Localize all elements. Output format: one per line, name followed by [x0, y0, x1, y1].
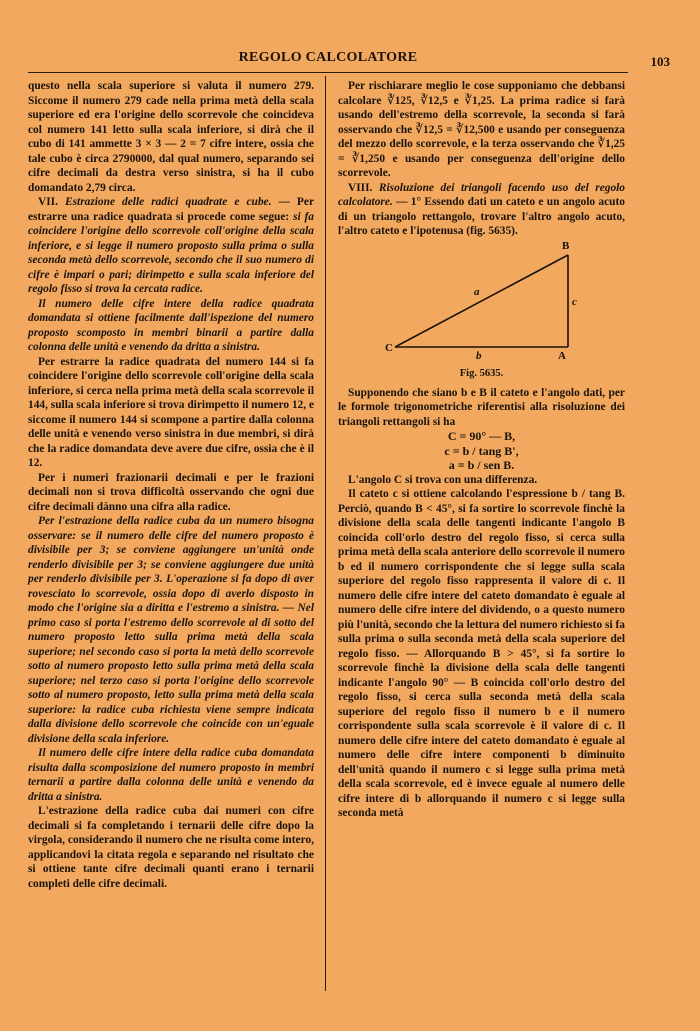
- side-c-label: c: [572, 295, 577, 308]
- hypotenuse-a-line: [395, 255, 568, 347]
- section-viii-number: VIII.: [348, 181, 379, 194]
- formula-angle-c: C = 90° — B,: [447, 429, 516, 443]
- section-vii-rule: si fa coincidere l'origine dello scorrevole coll'origine della scala inferiore, e si legge il numero proposto sulla prima o sulla seconda metà dello scorrevole, secondo che il suo numero di cifre è impari o pari; dirimpetto e sulla scala inferiore del regolo fisso si trova la cercata radice.: [28, 210, 314, 295]
- side-a-label: a: [474, 285, 480, 298]
- section-vii-number: VII.: [38, 196, 65, 208]
- running-title: REGOLO CALCOLATORE: [238, 50, 418, 65]
- right-paragraph-5: Il cateto c si ottiene calcolando l'espressione b / tang B. Perciò, quando B < 45°, si fa sortire lo scorrevole finchè la divisione della scala delle tangenti indicante l'angolo B coincida coll'orlo destro del regolo fisso, si cerca sulla prima metà della scala anteriore dello scorrevole il numero b ed il numero corrispondente che si legge sulla scala superiore del regolo fisso rappresenta il valore di c. Il numero delle cifre intere del cateto domandato è eguale al numero delle cifre intere del dividendo, o a questo numero più l'unità, secondo che la lettura del numero richiesto si fa sulla prima o sulla seconda metà della scala superiore del regolo fisso. — Allorquando B > 45°, si fa sortire lo scorrevole finchè la divisione della scala delle tangenti indicante l'angolo 90° — B coincida coll'orlo destro del regolo fisso, si cerca sulla seconda metà della scala superiore del regolo fisso il numero b e il numero corrispondente sulla scala scorrevole è il valore di c. Il numero delle cifre intere del cateto domandato è eguale al numero delle cifre intere componenti b diminuito dell'unità quando il numero c si legge sulla prima metà della scala scorrevole, ed è invece eguale al numero delle cifre intere di b allorquando il numero c si legge sulla seconda metà: [338, 488, 625, 819]
- figure-caption: Fig. 5635.: [459, 368, 504, 379]
- section-vii-title: Estrazione delle radici quadrate e cube.: [65, 196, 272, 208]
- vertex-b-label: B: [562, 239, 570, 252]
- side-b-label: b: [476, 349, 482, 362]
- column-divider: [325, 76, 326, 991]
- vertex-a-label: A: [558, 349, 566, 362]
- formula-side-a: a = b / sen B.: [448, 458, 515, 472]
- vertex-c-label: C: [385, 341, 393, 354]
- right-column: [338, 79, 625, 821]
- left-paragraph-4: Per estrarre la radice quadrata del numero 144 si fa coincidere l'origine dello scorrevole coll'origine della scala inferiore, si cerca nella prima metà della scala scorrevole il 144, sulla scala inferiore si trova dirimpetto il numero 12, e siccome il numero 144 si scompone a partire dalla colonna delle unità e venendo verso sinistra in due membri, si dirà che la radice domandata deve avere due cifre, ossia che è il 12.: [28, 355, 315, 469]
- page-header: [28, 48, 670, 73]
- right-paragraph-2: [338, 181, 625, 239]
- left-paragraph-7: Il numero delle cifre intere della radice cuba domandata risulta dalla scomposizione del numero proposto in membri ternarii a partire dalla colonna delle unità e venendo da dritta a sinistra.: [28, 747, 314, 803]
- left-paragraph-1: questo nella scala superiore si valuta il numero 279. Siccome il numero 279 cade nella prima metà della scala superiore ed era l'origine dello scorrevole che coincideva col numero 141 letto sulla scala inferiore, si dirà che il cubo di 141 ammette 3 × 3 — 2 = 7 cifre intere, ossia che tale cubo è circa 2790000, dal qual numero, separando sei cifre decimali da destra verso sinistra, si ha il cubo domandato 2,79 circa.: [28, 80, 314, 194]
- left-paragraph-2: [28, 195, 314, 297]
- right-paragraph-4: L'angolo C si trova con una differenza.: [348, 473, 538, 486]
- page-number: 103: [650, 54, 670, 69]
- left-paragraph-6: Per l'estrazione della radice cuba da un numero bisogna osservare: se il numero delle cifre del numero proposto è divisibile per 3; se conviene aggiungere un'unità onde renderlo divisibile per 3; se conviene aggiungere due unità per renderlo divisibile per 3. L'operazione si fa dopo di aver rovesciato lo scorrevole, ossia dopo di averlo disposto in modo che l'origine sia a diritta e l'estremo a sinistra. — Nel primo caso si porta l'estremo dello scorrevole al di sotto del numero proposto letto sulla prima metà della scala superiore; nel secondo caso si porta la metà dello scorrevole sotto al numero proposto letto sulla prima metà della scala superiore; nel terzo caso si porta l'origine dello scorrevole sotto al numero proposto, letto sulla prima metà della scala superiore: la radice cuba richiesta viene sempre indicata dalla divisione dello scorrevole che coincide con un'eguale divisione della scala inferiore.: [28, 515, 314, 745]
- section-viii-intro: — 1° Essendo dati un cateto e un angolo acuto di un triangolo rettangolo, trovare l'altro angolo acuto, l'altro cateto e l'ipotenusa (fig. 5635).: [338, 196, 625, 237]
- section-vii-intro: — Per estrarre una radice quadrata si procede come segue:: [28, 196, 315, 223]
- right-paragraph-3: Supponendo che siano b e B il cateto e l'angolo dati, per le formole trigonometriche riferentisi alla risoluzione dei triangoli rettangoli si ha: [338, 386, 625, 428]
- left-paragraph-8: L'estrazione della radice cuba dai numeri con cifre decimali si fa completando i ternarii delle cifre dopo la virgola, considerando il numero che ne risulta come intero, applicandovi la citata regola e separando nel risultato che si ottiene tante cifre decimali quanti erano i ternarii completi delle cifre decimali.: [28, 805, 314, 890]
- left-paragraph-5: Per i numeri frazionarii decimali e per le frazioni decimali non si trova difficoltà osservando che ogni due cifre decimali dànno una cifra alla radice.: [28, 471, 314, 513]
- left-paragraph-3: Il numero delle cifre intere della radice quadrata domandata si ottiene facilmente dall'ispezione del numero proposto scomposto in membri binarii a partire dalla colonna delle unità e venendo da dritta a sinistra.: [28, 297, 314, 353]
- right-paragraph-1: Per rischiarare meglio le cose supponiamo che debbansi calcolare ∛125, ∛12,5 e ∛1,25. La prima radice si farà usando dell'estremo della scorrevole, la seconda si farà osservando che ∛12,5 = ∛12,500 e usando per conseguenza del mezzo dello scorrevole, e la terza osservando che ∛1,25 = ∛1,250 e usando per conseguenza dell'origine dello scorrevole.: [338, 80, 625, 179]
- left-column: [28, 79, 314, 891]
- triangle-figure: [338, 239, 625, 380]
- formula-side-c: c = b / tang B',: [444, 443, 519, 458]
- section-viii-title: Risoluzione dei triangoli facendo uso del regolo calcolatore.: [338, 181, 625, 208]
